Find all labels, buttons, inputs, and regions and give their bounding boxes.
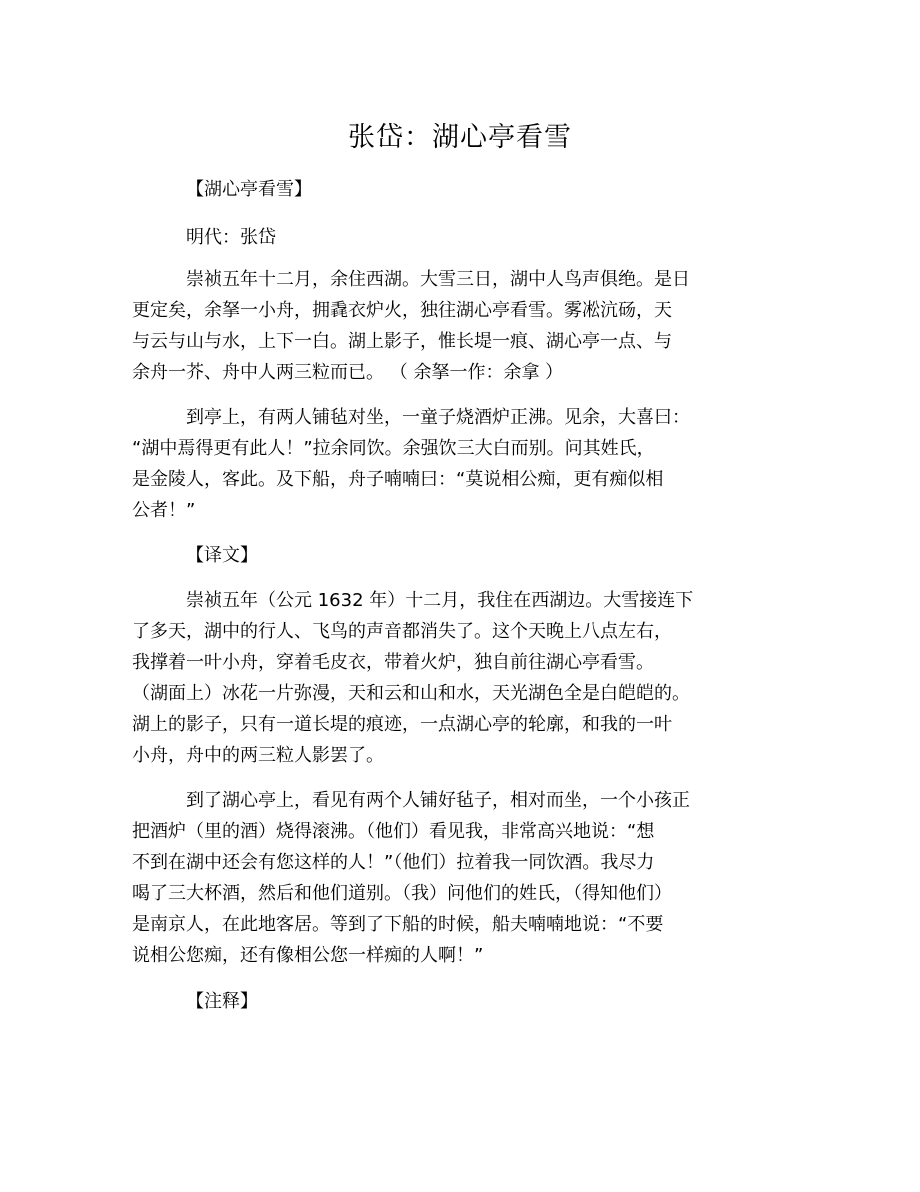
text-line: 把酒炉（里的酒）烧得滚沸。（他们）看见我，非常高兴地说：“想 xyxy=(132,821,655,842)
text-line: “湖中焉得更有此人！”拉余同饮。余强饮三大白而别。问其姓氏， xyxy=(132,438,655,459)
text-line: 小舟，舟中的两三粒人影罢了。 xyxy=(132,745,384,766)
text-line: 是金陵人，客此。及下船，舟子喃喃曰：“莫说相公痴，更有痴似相 xyxy=(132,469,664,490)
text-line: 不到在湖中还会有您这样的人！”（他们）拉着我一同饮酒。我尽力 xyxy=(132,852,655,873)
text-line: 我撑着一叶小舟，穿着毛皮衣，带着火炉，独自前往湖心亭看雪。 xyxy=(132,652,654,673)
text-line: 与云与山与水，上下一白。湖上影子，惟长堤一痕、湖心亭一点、与 xyxy=(132,331,672,352)
section-heading-translation: 【译文】 xyxy=(186,545,258,566)
text-line: 喝了三大杯酒，然后和他们道别。（我）问他们的姓氏，（得知他们） xyxy=(132,883,672,904)
text-line: 到了湖心亭上，看见有两个人铺好毡子，相对而坐，一个小孩正 xyxy=(186,790,690,811)
text-line: 湖上的影子，只有一道长堤的痕迹，一点湖心亭的轮廓，和我的一叶 xyxy=(132,714,672,735)
text-line: 公者！” xyxy=(132,500,196,521)
section-heading-notes: 【注释】 xyxy=(186,991,258,1012)
text-line: 余舟一芥、舟中人两三粒而已。 （ 余拏一作：余拿 ） xyxy=(132,362,564,383)
text-line: 是南京人，在此地客居。等到了下船的时候，船夫喃喃地说：“不要 xyxy=(132,914,664,935)
text-line: 说相公您痴，还有像相公您一样痴的人啊！” xyxy=(132,945,484,966)
text-line: 到亭上，有两人铺毡对坐，一童子烧酒炉正沸。见余，大喜曰： xyxy=(186,407,690,428)
text-line: 崇祯五年十二月，余住西湖。大雪三日，湖中人鸟声俱绝。是日 xyxy=(186,269,690,290)
section-heading-original: 【湖心亭看雪】 xyxy=(186,179,312,200)
text-line: （湖面上）冰花一片弥漫，天和云和山和水，天光湖色全是白皑皑的。 xyxy=(132,683,690,704)
document-title: 张岱：湖心亭看雪 xyxy=(348,122,572,153)
text-line: 更定矣，余拏一小舟，拥毳衣炉火，独往湖心亭看雪。雾凇沆砀，天 xyxy=(132,300,672,321)
text-line: 崇祯五年（公元 1632 年）十二月，我住在西湖边。大雪接连下 xyxy=(186,590,694,611)
author-line: 明代：张岱 xyxy=(186,227,276,248)
text-line: 了多天，湖中的行人、飞鸟的声音都消失了。这个天晚上八点左右， xyxy=(132,621,672,642)
